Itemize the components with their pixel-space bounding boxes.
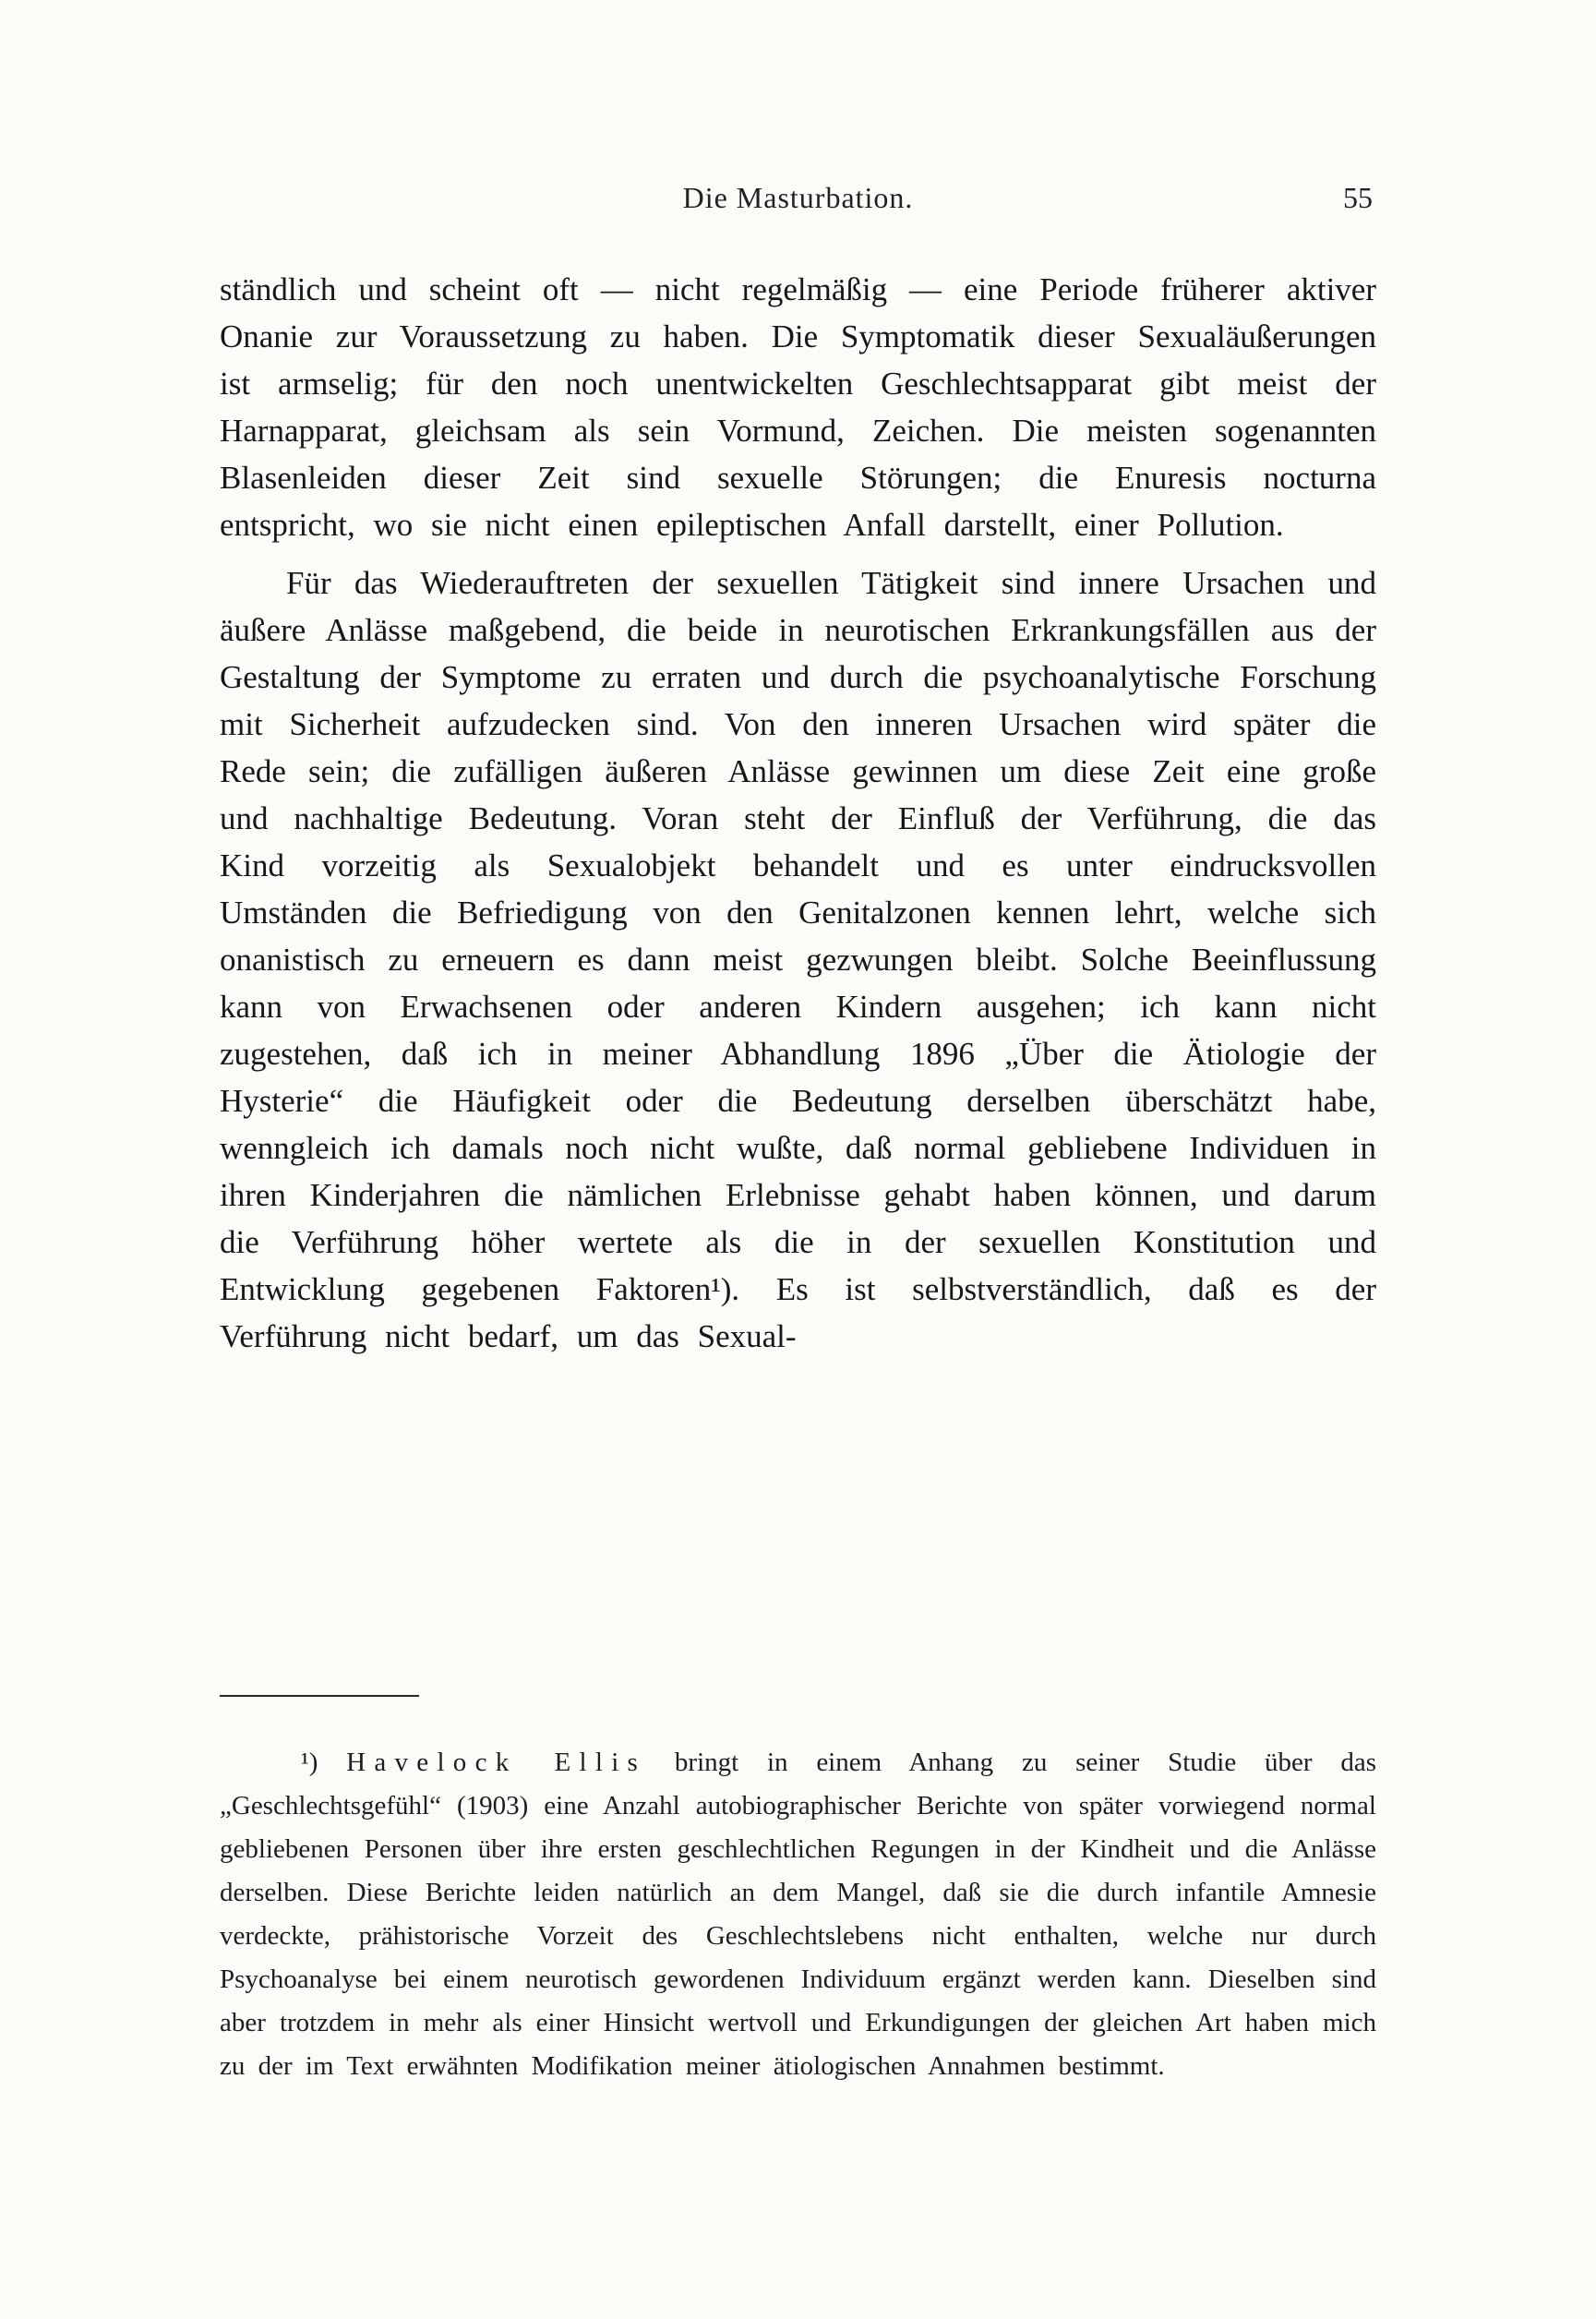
body-paragraph-2: Für das Wiederauftreten der sexuellen Tätigkeit sind innere Ursachen und äußere Anlässe maßgebend, die beide in neurotischen Erkrankungsfällen aus der Gestaltung der Symptome zu erraten und durch die psychoanalytische Forschung mit Sicherheit aufzudecken sind. Von den inneren Ursachen wird später die Rede sein; die zufälligen äußeren Anlässe gewinnen um diese Zeit eine große und nachhaltige Bedeutung. Voran steht der Einfluß der Verführung, die das Kind vorzeitig als Sexualobjekt behandelt und es unter eindrucksvollen Umständen die Befriedigung von den Genitalzonen kennen lehrt, welche sich onanistisch zu erneuern es dann meist gezwungen bleibt. Solche Beeinflussung kann von Erwachsenen oder anderen Kindern ausgehen; ich kann nicht zugestehen, daß ich in meiner Abhandlung 1896 „Über die Ätiologie der Hysterie“ die Häufigkeit oder die Bedeutung derselben überschätzt habe, wenngleich ich damals noch nicht wußte, daß normal gebliebene Individuen in ihren Kinderjahren die nämlichen Erlebnisse gehabt haben können, und darum die Verführung höher wertete als die in der sexuellen Konstitution und Entwicklung gegebenen Faktoren¹). Es ist selbstverständlich, daß es der Verführung nicht bedarf, um das Sexual- [220,565,1376,1354]
footnote-body: bringt in einem Anhang zu seiner Studie über das „Geschlechtsgefühl“ (1903) eine Anzahl autobiographischer Berichte von später vorwiegend normal gebliebenen Personen über ihre ersten geschlechtlichen Regungen in der Kindheit und die Anlässe derselben. Diese Berichte leiden natürlich an dem Mangel, daß sie die durch infantile Amnesie verdeckte, prähistorische Vorzeit des Geschlechtslebens nicht enthalten, welche nur durch Psychoanalyse bei einem neurotisch gewordenen Individuum ergänzt werden kann. Dieselben sind aber trotzdem in mehr als einer Hinsicht wertvoll und Erkundigungen der gleichen Art haben mich zu der im Text erwähnten Modifikation meiner ätiologischen Annahmen bestimmt. [220,1748,1376,2081]
footnote-block [220,1741,1376,2088]
body-paragraph-1: ständlich und scheint oft — nicht regelmäßig — eine Periode früherer aktiver Onanie zur Voraussetzung zu haben. Die Symptomatik dieser Sexualäußerungen ist armselig; für den noch unentwickelten Geschlechtsapparat gibt meist der Harnapparat, gleichsam als sein Vormund, Zeichen. Die meisten sogenannten Blasenleiden dieser Zeit sind sexuelle Störungen; die Enuresis nocturna entspricht, wo sie nicht einen epileptischen Anfall darstellt, einer Pollution. [220,271,1376,543]
footnote-marker: ¹) [301,1748,318,1777]
footnote-text [220,1741,1376,2088]
page-number: 55 [1343,181,1373,214]
running-head [220,181,1376,222]
page-title: Die Masturbation. [682,181,914,214]
body-text-block [220,266,1376,1360]
footnote-author: Havelock Ellis [346,1748,647,1777]
footnote-separator [220,1695,419,1697]
